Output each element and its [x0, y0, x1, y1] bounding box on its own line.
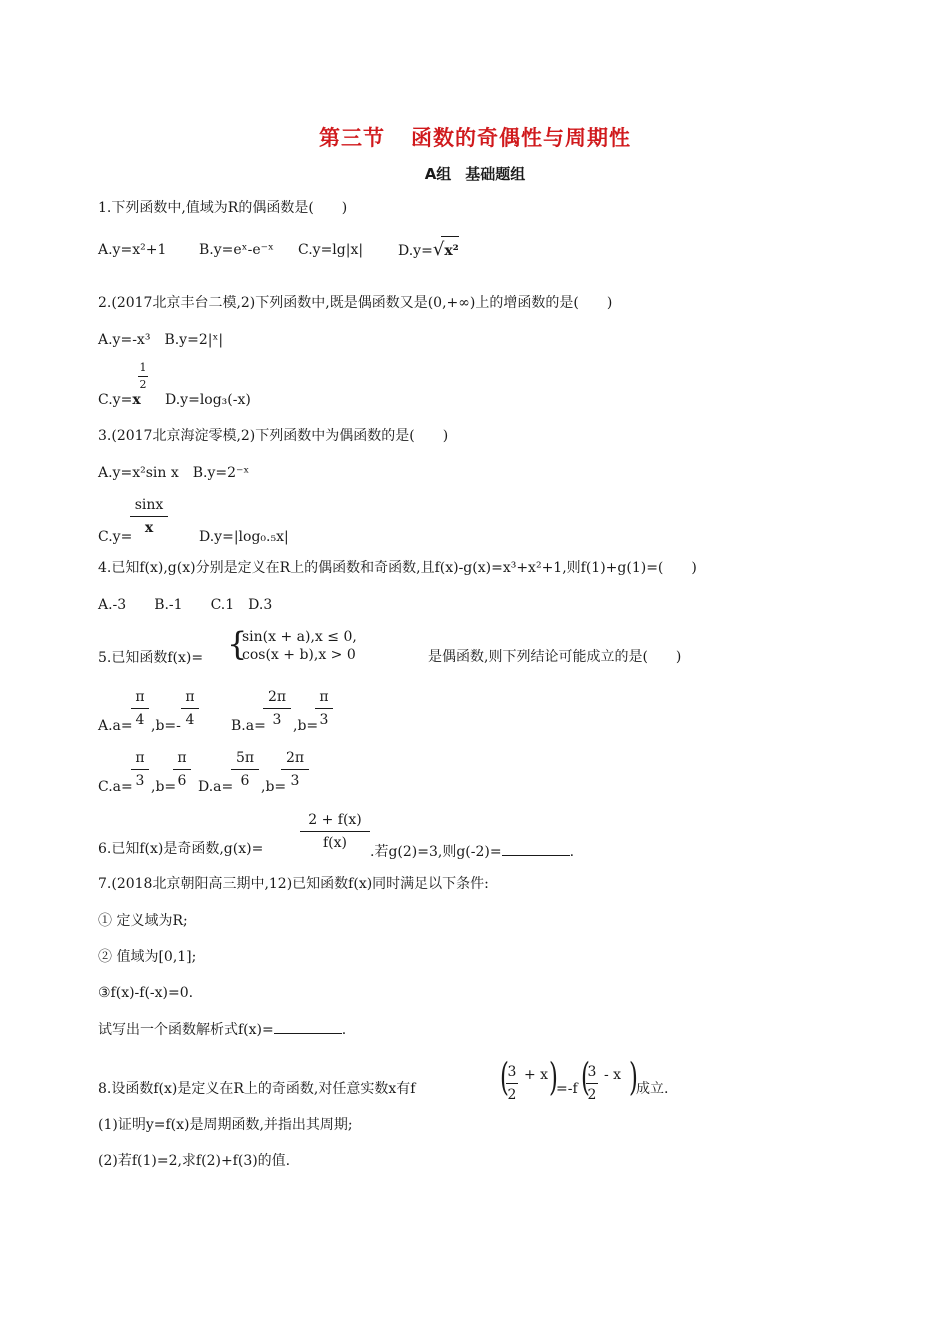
q2-choice-c — [98, 392, 141, 408]
fraction-bar — [131, 708, 149, 709]
fraction-bar — [173, 769, 191, 770]
q6-condition: .若g(2)=3,则g(-2)= — [370, 844, 502, 860]
q8-part-1: (1)证明y=f(x)是周期函数,并指出其周期; — [98, 1117, 353, 1133]
group-topic: 基础题组 — [465, 165, 526, 183]
q5-b-denominator: 3 — [272, 712, 282, 728]
q8-suffix: 成立. — [636, 1081, 669, 1097]
q7-stem: 7.(2018北京朝阳高三期中,12)已知函数f(x)同时满足以下条件: — [98, 876, 489, 892]
q8-denominator-1: 2 — [507, 1087, 517, 1103]
q5-case-1: sin(x + a),x ≤ 0, — [242, 629, 357, 645]
fraction-bar — [181, 708, 199, 709]
q8-op-2: - x — [604, 1067, 622, 1083]
q1-choice-b: B.y=eˣ-e⁻ˣ — [199, 242, 274, 258]
q5-a-denominator: 4 — [135, 712, 145, 728]
q7-condition-1: ① 定义域为R; — [98, 913, 188, 929]
fraction-bar — [131, 769, 149, 770]
q5-c-denominator: 3 — [135, 773, 145, 789]
q5-c2-numerator: π — [177, 750, 187, 766]
q7-ask-text: 试写出一个函数解析式f(x)= — [98, 1022, 274, 1038]
q5-b-numerator: 2π — [267, 689, 287, 705]
right-paren: ) — [628, 1055, 638, 1099]
fraction-bar — [263, 708, 291, 709]
section-number: 第三节 — [319, 126, 385, 150]
left-paren: ( — [580, 1055, 590, 1099]
q8-fraction-1 — [506, 1063, 518, 1104]
q5-brace: { — [227, 625, 248, 663]
q8-part-2: (2)若f(1)=2,求f(2)+f(3)的值. — [98, 1153, 291, 1169]
q5-choice-d-mid: ,b= — [261, 779, 287, 795]
q5-a2-denominator: 4 — [185, 712, 195, 728]
q6-denominator: f(x) — [322, 835, 347, 851]
fraction-bar — [300, 831, 370, 832]
q5-a-fraction-2 — [181, 688, 199, 729]
q5-choice-c-prefix: C.a= — [98, 779, 133, 795]
q4-stem: 4.已知f(x),g(x)分别是定义在R上的偶函数和奇函数,且f(x)-g(x)=x³+x²+1,则f(1)+g(1)=( ) — [98, 560, 697, 576]
q3-choice-c-prefix: C.y= — [98, 529, 133, 545]
q5-d2-numerator: 2π — [285, 750, 305, 766]
q6-answer-blank — [502, 841, 570, 856]
q8-op-1: + x — [524, 1067, 549, 1083]
fraction-bar — [130, 516, 168, 517]
q5-d-fraction-2 — [281, 749, 309, 790]
q5-choice-a-prefix: A.a= — [98, 718, 133, 734]
q3-fraction — [130, 496, 168, 537]
q5-c-fraction-2 — [173, 749, 191, 790]
q7-answer-blank — [274, 1019, 342, 1034]
q5-choice-b-prefix: B.a= — [231, 718, 266, 734]
q5-c-numerator: π — [135, 750, 145, 766]
q2-stem: 2.(2017北京丰台二模,2)下列函数中,既是偶函数又是(0,+∞)上的增函数的是( ) — [98, 295, 613, 311]
q5-a2-numerator: π — [185, 689, 195, 705]
q6-period: . — [569, 844, 575, 860]
q1-choice-d — [398, 239, 459, 260]
q5-suffix: 是偶函数,则下列结论可能成立的是( ) — [428, 649, 682, 665]
q5-a-numerator: π — [135, 689, 145, 705]
q1-choice-a: A.y=x²+1 — [98, 242, 167, 258]
q5-choice-c-mid: ,b= — [151, 779, 177, 795]
section-title — [0, 122, 950, 152]
q5-b2-numerator: π — [319, 689, 329, 705]
q8-numerator-1: 3 — [507, 1064, 517, 1080]
q3-denominator: x — [144, 520, 154, 536]
q2-exponent — [138, 362, 148, 391]
right-paren: ) — [548, 1055, 558, 1099]
q5-choice-a-mid: ,b=- — [151, 718, 181, 734]
q8-fraction-2 — [586, 1063, 598, 1104]
group-label: A组 — [424, 165, 452, 183]
q5-prefix: 5.已知函数f(x)= — [98, 650, 204, 666]
fraction-bar — [138, 376, 148, 377]
q8-mid: =-f — [556, 1081, 578, 1097]
q8-prefix: 8.设函数f(x)是定义在R上的奇函数,对任意实数x有f — [98, 1081, 416, 1097]
q2-exponent-denominator: 2 — [139, 378, 147, 391]
q1-choice-d-prefix: D.y= — [398, 243, 433, 259]
q5-choice-b-mid: ,b= — [293, 718, 319, 734]
q5-d-fraction — [231, 749, 259, 790]
q2-choice-d: D.y=log₃(-x) — [165, 392, 251, 408]
q8-denominator-2: 2 — [587, 1087, 597, 1103]
q5-d-denominator: 6 — [240, 773, 250, 789]
q5-b-fraction-2 — [315, 688, 333, 729]
fraction-bar — [506, 1083, 518, 1084]
q5-c2-denominator: 6 — [177, 773, 187, 789]
q7-condition-3: ③f(x)-f(-x)=0. — [98, 985, 194, 1001]
q5-a-fraction — [131, 688, 149, 729]
q2-choice-c-prefix: C.y= — [98, 392, 133, 408]
q8-numerator-2: 3 — [587, 1064, 597, 1080]
section-topic: 函数的奇偶性与周期性 — [411, 126, 631, 150]
q5-case-2: cos(x + b),x > 0 — [242, 647, 356, 663]
q7-ask — [98, 1019, 346, 1040]
q4-choices: A.-3 B.-1 C.1 D.3 — [98, 597, 273, 613]
q5-b-fraction — [263, 688, 291, 729]
q5-b2-denominator: 3 — [319, 712, 329, 728]
q3-choices-ab: A.y=x²sin x B.y=2⁻ˣ — [98, 465, 250, 481]
q6-suffix — [370, 841, 574, 860]
q3-numerator: sinx — [134, 497, 164, 513]
q5-c-fraction — [131, 749, 149, 790]
q3-choice-d: D.y=|log₀.₅x| — [199, 529, 289, 545]
q5-d-numerator: 5π — [235, 750, 255, 766]
fraction-bar — [281, 769, 309, 770]
fraction-bar — [315, 708, 333, 709]
q6-numerator: 2 + f(x) — [308, 812, 362, 828]
q1-stem: 1.下列函数中,值域为R的偶函数是( ) — [98, 200, 348, 216]
q1-choice-c: C.y=lg|x| — [298, 242, 364, 258]
group-heading — [0, 163, 950, 184]
sqrt-overline — [441, 236, 459, 237]
q6-fraction — [300, 811, 370, 852]
q7-period: . — [341, 1022, 347, 1038]
q1-radicand: x² — [444, 243, 459, 259]
sqrt-sign: √ — [432, 239, 445, 260]
q5-choice-d-prefix: D.a= — [198, 779, 234, 795]
q3-stem: 3.(2017北京海淀零模,2)下列函数中为偶函数的是( ) — [98, 428, 449, 444]
fraction-bar — [586, 1083, 598, 1084]
q6-prefix: 6.已知f(x)是奇函数,g(x)= — [98, 841, 264, 857]
q2-base: x — [132, 392, 141, 408]
q5-d2-denominator: 3 — [290, 773, 300, 789]
q2-exponent-numerator: 1 — [139, 361, 147, 374]
q2-choices-ab: A.y=-x³ B.y=2|ˣ| — [98, 332, 224, 348]
fraction-bar — [231, 769, 259, 770]
q7-condition-2: ② 值域为[0,1]; — [98, 949, 197, 965]
left-paren: ( — [499, 1055, 509, 1099]
